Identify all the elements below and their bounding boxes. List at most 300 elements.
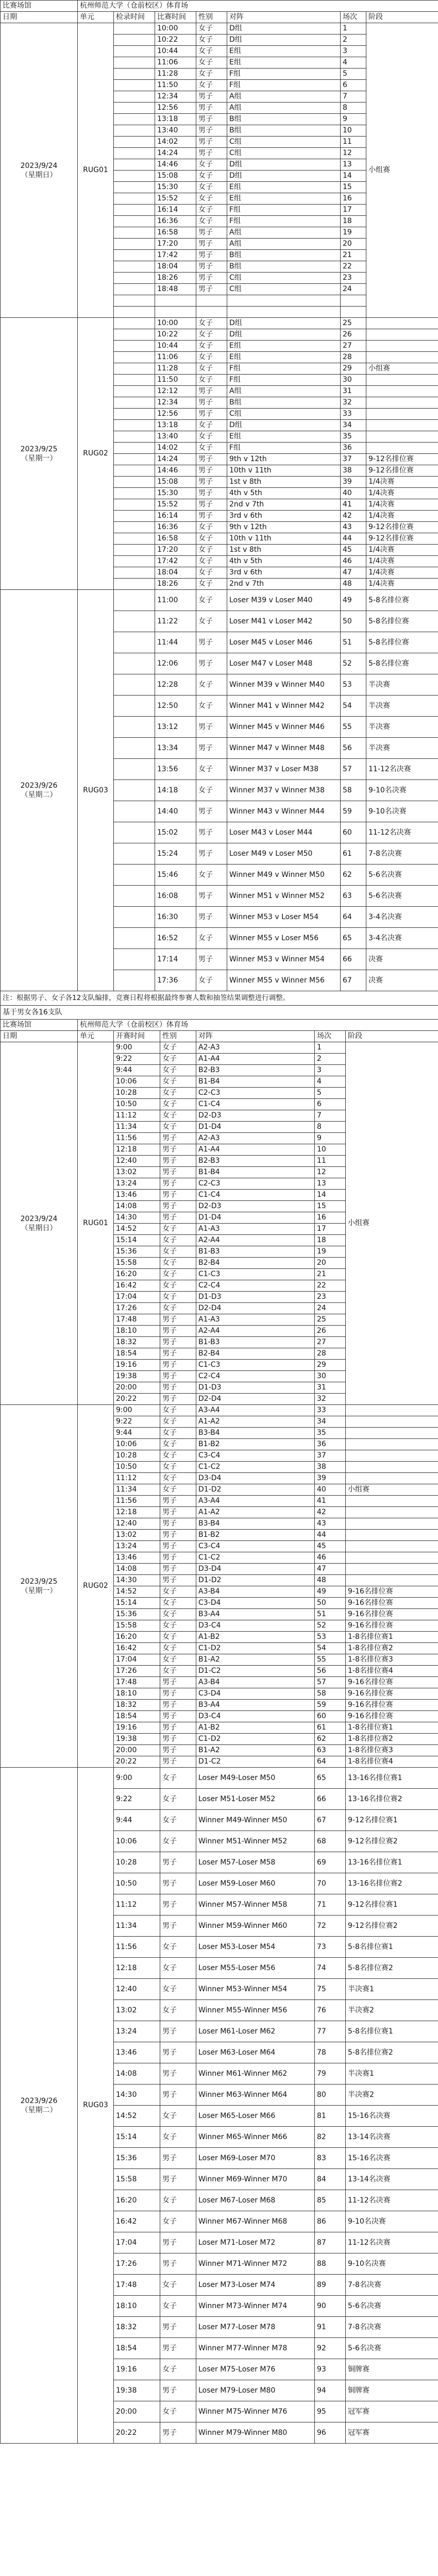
match-number-cell: 61 [341, 843, 366, 865]
matchup-cell: D1-C2 [196, 1756, 315, 1768]
checkin-time-cell [114, 125, 155, 137]
match-time-cell: 13:18 [155, 114, 196, 125]
table-row [1, 1042, 438, 1054]
date-cell: 2023/9/25 （星期一） [1, 318, 78, 590]
column-header: 开赛时间 [114, 1031, 160, 1042]
matchup-cell: C1-C4 [196, 1099, 315, 1110]
start-time-cell: 10:28 [114, 1450, 160, 1462]
venue-label-2: 比赛场馆 [1, 1020, 78, 1031]
gender-cell: 男子 [160, 1190, 196, 1201]
checkin-time-cell [114, 567, 155, 579]
start-time-cell: 17:26 [114, 2253, 160, 2275]
match-number-cell: 90 [315, 2296, 346, 2317]
gender-cell: 男子 [196, 148, 227, 159]
phase-cell: 13-16名排位赛1 [346, 1768, 438, 1789]
match-time-cell: 11:22 [155, 611, 196, 632]
match-number-cell: 93 [315, 2359, 346, 2380]
start-time-cell: 10:06 [114, 1439, 160, 1450]
matchup-cell: C3-C4 [196, 1450, 315, 1462]
start-time-cell: 10:06 [114, 1831, 160, 1852]
checkin-time-cell [114, 488, 155, 499]
match-number-cell: 33 [341, 409, 366, 420]
gender-cell: 男子 [196, 284, 227, 295]
start-time-cell: 9:00 [114, 1042, 160, 1054]
column-header: 阶段 [346, 1031, 438, 1042]
match-time-cell: 16:52 [155, 928, 196, 949]
phase-cell: 1/4决赛 [366, 579, 438, 590]
phase-cell [346, 1575, 438, 1586]
column-header: 单元 [78, 12, 114, 23]
match-time-cell: 14:02 [155, 443, 196, 454]
phase-cell: 半决赛 [366, 696, 438, 717]
gender-cell: 男子 [196, 397, 227, 409]
phase-cell: 11-12名决赛 [346, 2232, 438, 2253]
phase-cell [346, 1462, 438, 1473]
gender-cell: 男子 [160, 1337, 196, 1348]
match-number-cell: 32 [315, 1394, 346, 1405]
column-header: 单元 [78, 1031, 114, 1042]
gender-cell: 女子 [160, 1810, 196, 1831]
start-time-cell: 20:22 [114, 1394, 160, 1405]
match-number-cell: 63 [341, 886, 366, 907]
match-time-cell: 17:42 [155, 556, 196, 567]
matchup-cell: Winner M47 v Winner M48 [227, 738, 341, 759]
gender-cell: 女子 [160, 1054, 196, 1065]
matchup-cell: C2-C4 [196, 1280, 315, 1292]
matchup-cell: Winner M59-Winner M60 [196, 1916, 315, 1937]
gender-cell: 女子 [160, 1042, 196, 1054]
matchup-cell: Loser M63-Loser M64 [196, 2042, 315, 2063]
matchup-cell: Winner M53 v Winner M54 [227, 949, 341, 970]
gender-cell: 女子 [160, 1979, 196, 2000]
match-number-cell: 4 [315, 1076, 346, 1088]
match-time-cell: 15:08 [155, 171, 196, 182]
gender-cell: 男子 [196, 499, 227, 511]
matchup-cell: A1-A3 [196, 1224, 315, 1235]
column-header: 阶段 [366, 12, 438, 23]
matchup-cell: F组 [227, 443, 341, 454]
match-number-cell: 31 [315, 1382, 346, 1394]
gender-cell: 女子 [196, 171, 227, 182]
checkin-time-cell [114, 397, 155, 409]
phase-cell: 9-16名排位赛 [346, 1598, 438, 1609]
start-time-cell: 14:52 [114, 2106, 160, 2127]
match-time-cell: 12:34 [155, 91, 196, 103]
match-time-cell: 11:06 [155, 57, 196, 69]
matchup-cell: D组 [227, 23, 341, 35]
gender-cell: 女子 [160, 1099, 196, 1110]
match-number-cell: 7 [341, 91, 366, 103]
checkin-time-cell [114, 307, 155, 318]
phase-cell: 半决赛1 [346, 2063, 438, 2084]
match-number-cell: 89 [315, 2275, 346, 2296]
match-number-cell: 65 [341, 928, 366, 949]
matchup-cell: A组 [227, 91, 341, 103]
matchup-cell: D1-D3 [196, 1292, 315, 1303]
match-time-cell: 13:56 [155, 759, 196, 780]
start-time-cell: 10:28 [114, 1088, 160, 1099]
match-time-cell: 13:18 [155, 420, 196, 431]
phase-cell: 5-8名排位赛2 [346, 2042, 438, 2063]
match-time-cell: 12:56 [155, 103, 196, 114]
gender-cell: 女子 [196, 567, 227, 579]
start-time-cell: 13:02 [114, 1167, 160, 1178]
gender-cell: 女子 [196, 611, 227, 632]
match-time-cell: 13:12 [155, 717, 196, 738]
matchup-cell: D1-D2 [196, 1484, 315, 1496]
start-time-cell: 14:08 [114, 2063, 160, 2084]
matchup-cell: A3-B4 [196, 1677, 315, 1688]
gender-cell: 女子 [196, 556, 227, 567]
phase-cell: 1-8名排位赛3 [346, 1745, 438, 1756]
match-time-cell: 14:46 [155, 159, 196, 171]
matchup-cell: B组 [227, 261, 341, 273]
matchup-cell: Winner M53 v Loser M54 [227, 907, 341, 928]
gender-cell: 男子 [196, 454, 227, 465]
matchup-cell: C组 [227, 137, 341, 148]
checkin-time-cell [114, 386, 155, 397]
matchup-cell: D组 [227, 318, 341, 329]
gender-cell: 男子 [160, 1916, 196, 1937]
checkin-time-cell [114, 499, 155, 511]
gender-cell: 女子 [160, 2359, 196, 2380]
match-number-cell: 50 [315, 1598, 346, 1609]
venue-row-2 [1, 1020, 438, 1031]
phase-cell [346, 1428, 438, 1439]
match-number-cell: 9 [315, 1133, 346, 1144]
match-number-cell: 56 [341, 738, 366, 759]
checkin-time-cell [114, 907, 155, 928]
venue-label: 比赛场馆 [1, 1, 78, 12]
gender-cell: 女子 [196, 182, 227, 193]
gender-cell: 女子 [160, 1768, 196, 1789]
checkin-time-cell [114, 205, 155, 216]
checkin-time-cell [114, 329, 155, 341]
matchup-cell: A2-A4 [196, 1235, 315, 1246]
match-number-cell: 5 [341, 69, 366, 80]
unit-cell: RUG03 [78, 590, 114, 991]
gender-cell: 女子 [160, 1258, 196, 1269]
match-number-cell: 20 [315, 1258, 346, 1269]
gender-cell: 女子 [160, 1224, 196, 1235]
match-number-cell: 6 [315, 1099, 346, 1110]
phase-cell: 5-8名排位赛 [366, 653, 438, 674]
matchup-cell: 10th v 11th [227, 533, 341, 545]
phase-cell [366, 318, 438, 329]
matchup-cell: Loser M53-Loser M54 [196, 1937, 315, 1958]
match-number-cell: 11 [315, 1156, 346, 1167]
gender-cell: 男子 [160, 2380, 196, 2401]
venue-row [1, 1, 438, 12]
match-time-cell: 12:28 [155, 674, 196, 696]
phase-cell [366, 329, 438, 341]
match-time-cell: 17:14 [155, 949, 196, 970]
gender-cell: 女子 [160, 1405, 196, 1416]
match-number-cell: 34 [315, 1416, 346, 1428]
match-time-cell: 17:36 [155, 970, 196, 991]
start-time-cell: 15:58 [114, 1620, 160, 1632]
start-time-cell: 19:16 [114, 1722, 160, 1734]
match-number-cell: 81 [315, 2106, 346, 2127]
match-number-cell: 72 [315, 1916, 346, 1937]
gender-cell: 女子 [196, 522, 227, 533]
match-number-cell: 41 [315, 1496, 346, 1507]
match-number-cell: 78 [315, 2042, 346, 2063]
match-number-cell: 32 [341, 397, 366, 409]
phase-cell: 小组赛 [346, 1484, 438, 1496]
column-header: 性别 [196, 12, 227, 23]
gender-cell: 男子 [196, 250, 227, 261]
matchup-cell: D3-D4 [196, 1564, 315, 1575]
match-time-cell: 18:26 [155, 273, 196, 284]
match-number-cell: 80 [315, 2084, 346, 2106]
match-number-cell: 16 [341, 193, 366, 205]
start-time-cell: 14:30 [114, 2084, 160, 2106]
phase-cell [346, 1473, 438, 1484]
match-number-cell: 26 [315, 1326, 346, 1337]
match-time-cell: 14:02 [155, 137, 196, 148]
checkin-time-cell [114, 477, 155, 488]
matchup-cell: D组 [227, 35, 341, 46]
checkin-time-cell [114, 159, 155, 171]
checkin-time-cell [114, 409, 155, 420]
match-number-cell: 10 [341, 125, 366, 137]
match-time-cell: 17:20 [155, 545, 196, 556]
phase-cell [346, 1564, 438, 1575]
matchup-cell: B1-B4 [196, 1076, 315, 1088]
gender-cell: 男子 [160, 1507, 196, 1518]
checkin-time-cell [114, 171, 155, 182]
start-time-cell: 16:42 [114, 2211, 160, 2232]
match-number-cell: 26 [341, 329, 366, 341]
checkin-time-cell [114, 193, 155, 205]
gender-cell: 男子 [160, 1700, 196, 1711]
match-number-cell: 68 [315, 1831, 346, 1852]
gender-cell: 男子 [160, 1530, 196, 1541]
gender-cell: 女子 [196, 23, 227, 35]
start-time-cell: 9:22 [114, 1789, 160, 1810]
phase-cell: 9-12名排位赛 [366, 465, 438, 477]
matchup-cell: Loser M67-Loser M68 [196, 2190, 315, 2211]
checkin-time-cell [114, 579, 155, 590]
column-header: 场次 [341, 12, 366, 23]
checkin-time-cell [114, 35, 155, 46]
phase-cell: 小组赛 [346, 1042, 438, 1405]
gender-cell: 女子 [160, 1620, 196, 1632]
checkin-time-cell [114, 653, 155, 674]
match-time-cell: 16:30 [155, 907, 196, 928]
matchup-cell: Winner M53-Winner M54 [196, 1979, 315, 2000]
match-number-cell: 13 [315, 1178, 346, 1190]
match-number-cell: 75 [315, 1979, 346, 2000]
matchup-cell: Winner M55 v Winner M56 [227, 970, 341, 991]
phase-cell: 铜牌赛 [346, 2380, 438, 2401]
matchup-cell: C3-D4 [196, 1598, 315, 1609]
matchup-cell: A1-A2 [196, 1416, 315, 1428]
match-number-cell: 70 [315, 1873, 346, 1894]
matchup-cell: Loser M39 v Loser M40 [227, 590, 341, 611]
checkin-time-cell [114, 717, 155, 738]
match-number-cell: 49 [315, 1586, 346, 1598]
gender-cell: 女子 [160, 1122, 196, 1133]
matchup-cell: D1-D4 [196, 1122, 315, 1133]
match-number-cell: 43 [341, 522, 366, 533]
match-time-cell: 14:40 [155, 801, 196, 822]
phase-cell [366, 409, 438, 420]
match-number-cell: 95 [315, 2401, 346, 2422]
match-time-cell: 15:24 [155, 843, 196, 865]
matchup-cell: Winner M43 v Winner M44 [227, 801, 341, 822]
checkin-time-cell [114, 443, 155, 454]
match-time-cell: 18:04 [155, 567, 196, 579]
gender-cell: 男子 [160, 1144, 196, 1156]
match-time-cell: 12:56 [155, 409, 196, 420]
start-time-cell: 19:16 [114, 2359, 160, 2380]
gender-cell: 女子 [196, 318, 227, 329]
gender-cell: 女子 [196, 696, 227, 717]
matchup-cell: B2-B4 [196, 1348, 315, 1360]
matchup-cell: Loser M41 v Loser M42 [227, 611, 341, 632]
gender-cell: 女子 [196, 205, 227, 216]
matchup-cell: D1-D2 [196, 1575, 315, 1586]
gender-cell: 女子 [196, 216, 227, 227]
match-time-cell: 16:58 [155, 227, 196, 239]
matchup-cell: D1-D4 [196, 1212, 315, 1224]
phase-cell: 1-8名排位赛4 [346, 1666, 438, 1677]
matchup-cell: C1-C2 [196, 1552, 315, 1564]
start-time-cell: 13:46 [114, 2042, 160, 2063]
gender-cell: 女子 [196, 865, 227, 886]
matchup-cell: C1-C3 [196, 1360, 315, 1371]
match-number-cell: 94 [315, 2380, 346, 2401]
start-time-cell: 10:50 [114, 1873, 160, 1894]
phase-cell: 1/4决赛 [366, 477, 438, 488]
checkin-time-cell [114, 318, 155, 329]
header-row-2 [1, 1031, 438, 1042]
matchup-cell: B1-A2 [196, 1654, 315, 1666]
match-number-cell: 14 [341, 171, 366, 182]
match-number-cell: 53 [315, 1632, 346, 1643]
matchup-cell: Loser M77-Loser M78 [196, 2317, 315, 2338]
start-time-cell: 14:08 [114, 1564, 160, 1575]
phase-cell: 9-12名排位赛1 [346, 1894, 438, 1916]
gender-cell: 男子 [196, 103, 227, 114]
column-header: 场次 [315, 1031, 346, 1042]
venue-name: 杭州师范大学（仓前校区）体育场 [78, 1, 438, 12]
gender-cell: 男子 [160, 1394, 196, 1405]
start-time-cell: 16:20 [114, 1269, 160, 1280]
match-number-cell: 36 [315, 1439, 346, 1450]
phase-cell [346, 1496, 438, 1507]
matchup-cell: C1-C3 [196, 1269, 315, 1280]
matchup-cell: 3rd v 6th [227, 511, 341, 522]
matchup-cell: Winner M49-Winner M50 [196, 1810, 315, 1831]
match-number-cell: 52 [315, 1620, 346, 1632]
matchup-cell: D2-D4 [196, 1394, 315, 1405]
phase-cell: 1-8名排位赛4 [346, 1756, 438, 1768]
match-number-cell: 28 [341, 352, 366, 363]
phase-cell: 9-16名排位赛 [346, 1620, 438, 1632]
phase-cell: 9-12名排位赛1 [346, 1810, 438, 1831]
gender-cell: 男子 [160, 1852, 196, 1873]
phase-cell [366, 352, 438, 363]
unit-cell: RUG01 [78, 1042, 114, 1405]
table-row [1, 1768, 438, 1789]
matchup-cell: Winner M55 v Loser M56 [227, 928, 341, 949]
checkin-time-cell [114, 780, 155, 801]
match-number-cell: 42 [315, 1507, 346, 1518]
matchup-cell: F组 [227, 363, 341, 375]
matchup-cell: Winner M37 v Winner M38 [227, 780, 341, 801]
phase-cell: 5-8名排位赛1 [346, 1937, 438, 1958]
match-number-cell: 59 [315, 1700, 346, 1711]
start-time-cell: 9:00 [114, 1768, 160, 1789]
match-time-cell: 11:44 [155, 632, 196, 653]
match-time-cell: 15:46 [155, 865, 196, 886]
gender-cell: 女子 [160, 1269, 196, 1280]
gender-cell: 男子 [196, 738, 227, 759]
gender-cell: 男子 [196, 907, 227, 928]
matchup-cell [227, 295, 341, 307]
matchup-cell: Loser M45 v Loser M46 [227, 632, 341, 653]
matchup-cell: A2-A3 [196, 1042, 315, 1054]
match-number-cell: 2 [341, 35, 366, 46]
match-number-cell: 25 [341, 318, 366, 329]
matchup-cell: A组 [227, 227, 341, 239]
start-time-cell: 17:48 [114, 1314, 160, 1326]
matchup-cell: Loser M69-Loser M70 [196, 2148, 315, 2169]
checkin-time-cell [114, 928, 155, 949]
gender-cell: 女子 [196, 970, 227, 991]
match-number-cell: 46 [341, 556, 366, 567]
match-number-cell: 48 [315, 1575, 346, 1586]
gender-cell: 男子 [160, 1133, 196, 1144]
match-number-cell: 58 [315, 1688, 346, 1700]
start-time-cell: 18:54 [114, 1348, 160, 1360]
match-time-cell: 15:02 [155, 822, 196, 843]
phase-cell: 11-12名决赛 [346, 2190, 438, 2211]
gender-cell: 男子 [160, 2042, 196, 2063]
date-cell: 2023/9/26 （星期二） [1, 590, 78, 991]
phase-cell [346, 1530, 438, 1541]
gender-cell: 女子 [160, 1609, 196, 1620]
gender-cell: 女子 [196, 329, 227, 341]
gender-cell: 男子 [160, 2317, 196, 2338]
matchup-cell: B组 [227, 114, 341, 125]
match-number-cell: 54 [341, 696, 366, 717]
matchup-cell: A1-A2 [196, 1507, 315, 1518]
match-number-cell: 45 [341, 545, 366, 556]
gender-cell: 男子 [160, 2169, 196, 2190]
match-number-cell: 42 [341, 511, 366, 522]
matchup-cell: D2-D3 [196, 1110, 315, 1122]
gender-cell: 女子 [160, 1292, 196, 1303]
start-time-cell: 13:24 [114, 2021, 160, 2042]
phase-cell: 5-8名排位赛 [366, 590, 438, 611]
matchup-cell: Winner M51 v Winner M52 [227, 886, 341, 907]
start-time-cell: 18:54 [114, 2338, 160, 2359]
matchup-cell: B1-B2 [196, 1530, 315, 1541]
match-time-cell: 10:22 [155, 329, 196, 341]
checkin-time-cell [114, 341, 155, 352]
gender-cell: 男子 [160, 1745, 196, 1756]
matchup-cell: Loser M61-Loser M62 [196, 2021, 315, 2042]
match-number-cell: 65 [315, 1768, 346, 1789]
matchup-cell: Loser M75-Loser M76 [196, 2359, 315, 2380]
checkin-time-cell [114, 239, 155, 250]
gender-cell: 女子 [196, 363, 227, 375]
match-number-cell: 6 [341, 80, 366, 91]
